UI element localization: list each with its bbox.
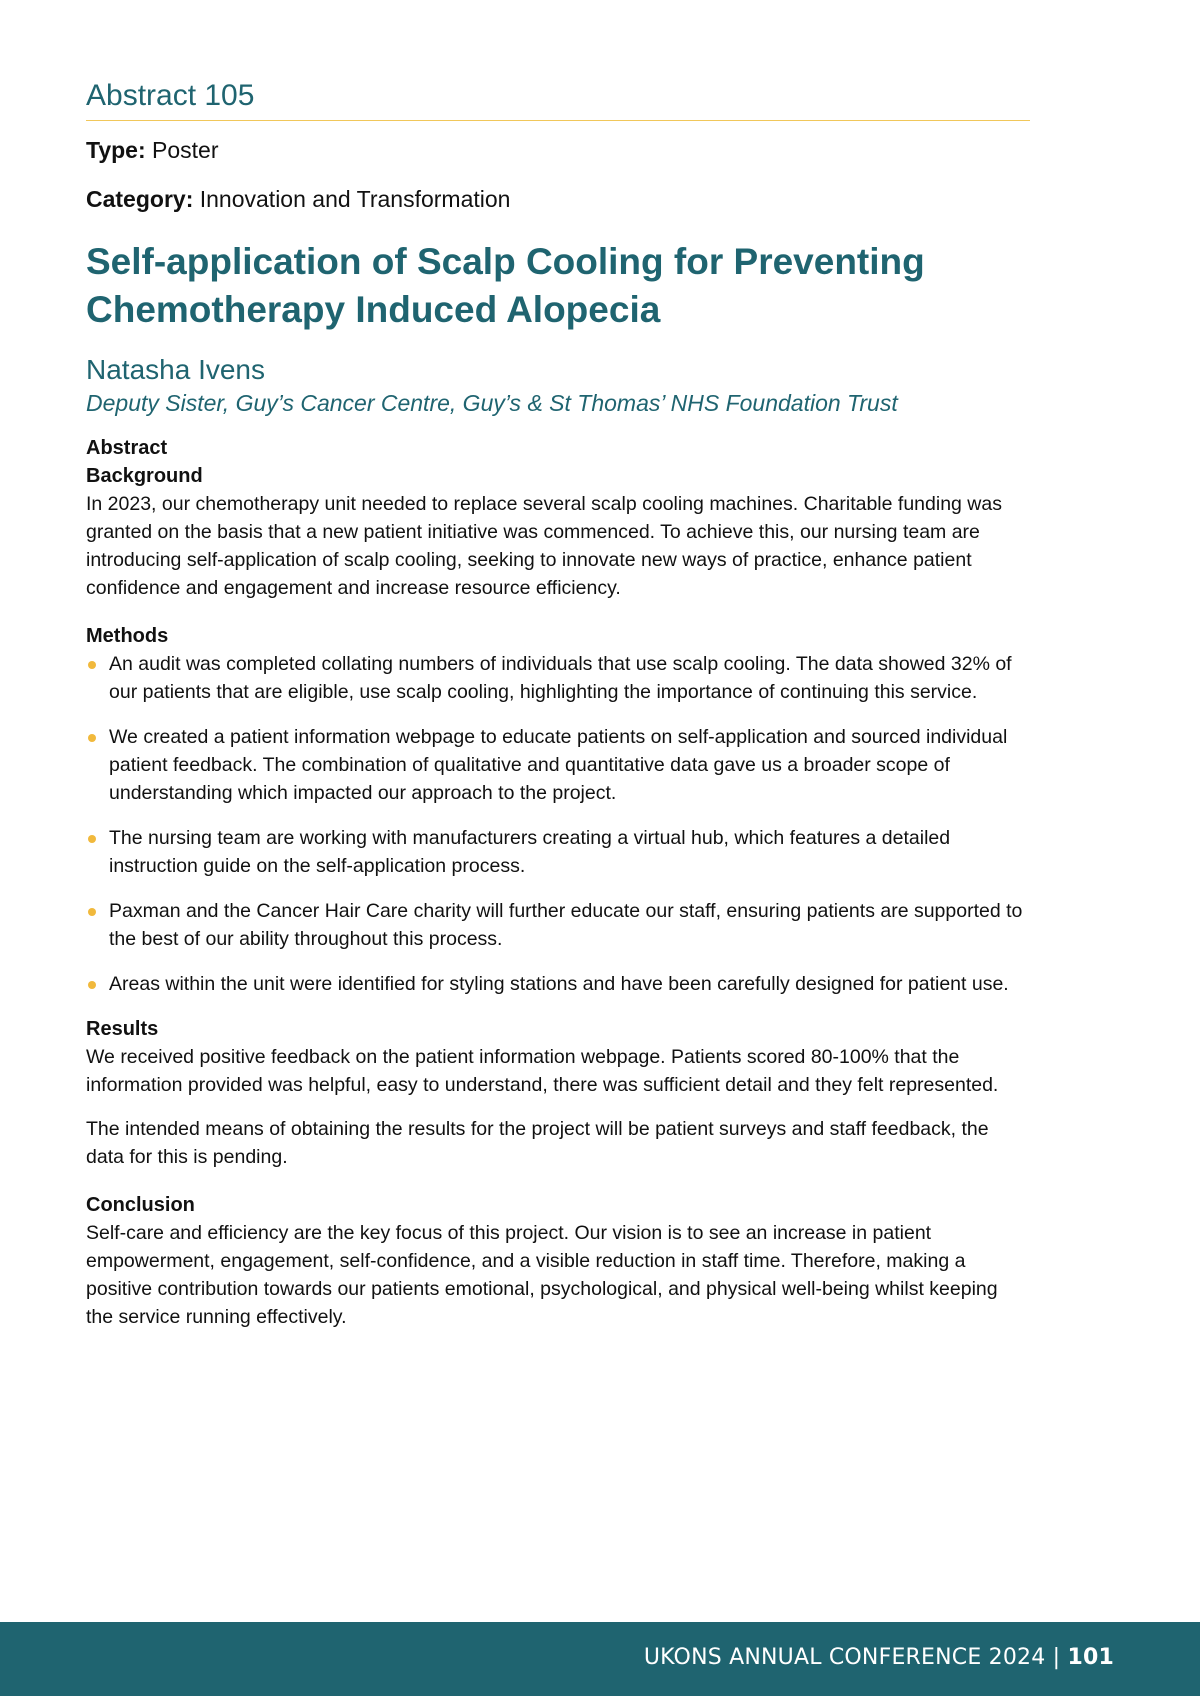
page-footer xyxy=(0,1622,1200,1696)
conclusion-text: Self-care and efficiency are the key focus of this project. Our vision is to see an increase in patient empowerment, engagement, self-confidence, and a visible reduction in staff time. Therefore, making a positive contribution towards our patients emotional, psychological, and physical well-being whilst keeping the service running effectively. xyxy=(86,1222,998,1328)
abstract-number-heading: Abstract 105 xyxy=(86,78,1030,121)
background-text: In 2023, our chemotherapy unit needed to replace several scalp cooling machines. Charitable funding was granted on the basis that a new patient initiative was commenced. To achieve this, our nursing team are introducing self-application of scalp cooling, seeking to innovate new ways of practice, enhance patient confidence and engagement and increase resource efficiency. xyxy=(86,493,1002,599)
footer-text xyxy=(644,1644,1114,1672)
methods-list-item: Areas within the unit were identified for styling stations and have been carefully designed for patient use. xyxy=(86,970,1030,998)
document-page xyxy=(86,78,1030,1331)
methods-list-item: Paxman and the Cancer Hair Care charity will further educate our staff, ensuring patients are supported to the best of our ability throughout this process. xyxy=(86,897,1030,953)
abstract-title xyxy=(86,238,946,334)
type-label: Type: xyxy=(86,137,146,163)
conclusion-heading: Conclusion xyxy=(86,1194,195,1216)
footer-separator: | xyxy=(1052,1645,1061,1670)
author-name: Natasha Ivens xyxy=(86,354,265,385)
type-line xyxy=(86,135,1030,165)
author-affiliation: Deputy Sister, Guy’s Cancer Centre, Guy’s & St Thomas’ NHS Foundation Trust xyxy=(86,390,898,416)
category-line xyxy=(86,184,1030,214)
title-line-1: Self-application of Scalp Cooling for Preventing xyxy=(86,241,925,282)
background-heading: Background xyxy=(86,465,203,487)
results-text-2: The intended means of obtaining the results for the project will be patient surveys and staff feedback, the data for this is pending. xyxy=(86,1118,989,1168)
category-label: Category: xyxy=(86,186,194,212)
results-heading: Results xyxy=(86,1018,159,1040)
methods-list xyxy=(86,650,1030,998)
methods-list-item: We created a patient information webpage to educate patients on self-application and sourced individual patient feedback. The combination of qualitative and quantitative data gave us a broader scope of understanding which impacted our approach to the project. xyxy=(86,723,1030,807)
methods-list-item: The nursing team are working with manufacturers creating a virtual hub, which features a detailed instruction guide on the self-application process. xyxy=(86,824,1030,880)
bullet-dot-icon xyxy=(88,981,96,989)
results-text-1: We received positive feedback on the patient information webpage. Patients scored 80-100% that the information provided was helpful, easy to understand, there was sufficient detail and they felt represented. xyxy=(86,1046,999,1096)
type-value: Poster xyxy=(152,137,219,163)
bullet-dot-icon xyxy=(88,835,96,843)
methods-list-item: An audit was completed collating numbers of individuals that use scalp cooling. The data showed 32% of our patients that are eligible, use scalp cooling, highlighting the importance of continuing this service. xyxy=(86,650,1030,706)
conference-name: UKONS ANNUAL CONFERENCE 2024 xyxy=(643,1645,1046,1670)
title-line-2: Chemotherapy Induced Alopecia xyxy=(86,289,661,330)
bullet-dot-icon xyxy=(88,734,96,742)
methods-heading: Methods xyxy=(86,625,169,647)
abstract-label: Abstract xyxy=(86,437,168,459)
bullet-dot-icon xyxy=(88,908,96,916)
category-value: Innovation and Transformation xyxy=(199,186,511,212)
page-number: 101 xyxy=(1067,1645,1114,1670)
bullet-dot-icon xyxy=(88,661,96,669)
